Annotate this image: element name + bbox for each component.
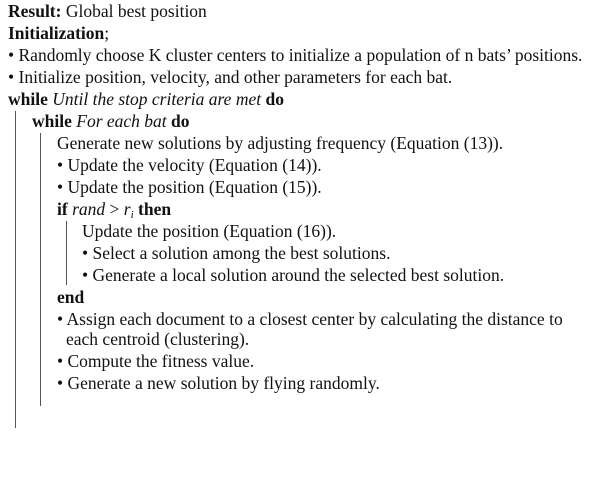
inner-condition: For each bat (76, 111, 167, 131)
kw-while: while (32, 111, 72, 131)
after-if-step: • Assign each document to a closest center by calculating the distance to (57, 309, 563, 329)
kw-while: while (8, 89, 48, 109)
after-if-step: • Compute the fitness value. (57, 351, 255, 371)
if1-line (57, 198, 171, 220)
if1-end-line (57, 286, 84, 308)
outer-condition: Until the stop criteria are met (52, 89, 262, 109)
init-item: • Randomly choose K cluster centers to initialize a population of n bats’ positions. (8, 45, 583, 65)
result-label: Result: (8, 1, 62, 21)
if1-step: • Select a solution among the best solutions. (82, 243, 391, 263)
if1-var: r (123, 199, 131, 219)
result-line (8, 0, 207, 22)
outer-while-line (8, 88, 284, 110)
kw-if: if (57, 199, 68, 219)
if1-step: Update the position (Equation (16)). (82, 221, 337, 241)
if1-step: • Generate a local solution around the selected best solution. (82, 265, 505, 285)
inner-block-rule (40, 133, 41, 406)
init-semicolon: ; (104, 23, 110, 43)
kw-then: then (138, 199, 172, 219)
after-if-step: each centroid (clustering). (66, 329, 250, 349)
after-if-step: • Generate a new solution by flying randomly. (57, 373, 380, 393)
if1-block-rule (66, 221, 67, 285)
init-label: Initialization (8, 23, 105, 43)
kw-do: do (171, 111, 190, 131)
init-item: • Initialize position, velocity, and other parameters for each bat. (8, 67, 453, 87)
kw-end: end (57, 287, 85, 307)
kw-do: do (265, 89, 284, 109)
inner-step: Generate new solutions by adjusting frequency (Equation (13)). (57, 133, 504, 153)
if1-sub: i (130, 209, 134, 221)
outer-block-rule (15, 111, 16, 428)
result-value: Global best position (65, 1, 207, 21)
if1-op: > (105, 199, 124, 219)
inner-step: • Update the velocity (Equation (14)). (57, 155, 322, 175)
inner-step: • Update the position (Equation (15)). (57, 177, 322, 197)
inner-while-line (32, 110, 190, 132)
if1-rand: rand (72, 199, 106, 219)
init-line (8, 22, 109, 44)
